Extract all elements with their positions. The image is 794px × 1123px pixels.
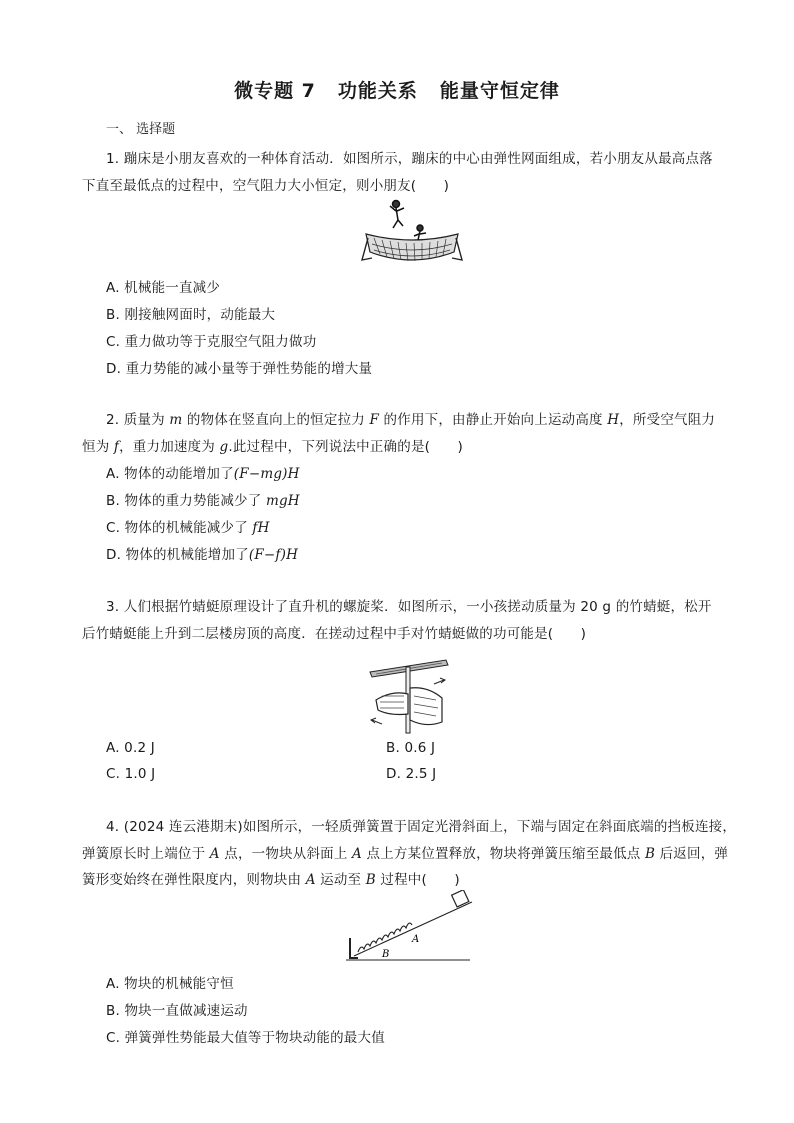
title-part-3: 能量守恒定律 [439, 80, 560, 102]
q3-stem-line-2: 后竹蜻蜓能上升到二层楼房顶的高度．在搓动过程中手对竹蜻蜓做的功可能是( ) [82, 626, 587, 642]
q4-stem-line-1: 4. (2024 连云港期末)如图所示，一轻质弹簧置于固定光滑斜面上，下端与固定在斜面底端的挡板连接， [106, 819, 737, 835]
incline-spring-figure [344, 890, 474, 966]
q3-option-d: D. 2.5 J [386, 766, 437, 782]
q2-stem-line-1: 2. 质量为 m 的物体在竖直向上的恒定拉力 F 的作用下，由静止开始向上运动高度 H，所受空气阻力 [106, 412, 716, 428]
section-heading: 一、 选择题 [106, 122, 176, 137]
q1-option-a: A. 机械能一直减少 [106, 280, 221, 296]
q4-option-a: A. 物块的机械能守恒 [106, 976, 234, 992]
q1-stem-line-2: 下直至最低点的过程中，空气阻力大小恒定，则小朋友( ) [82, 178, 450, 194]
bamboo-dragonfly-figure [362, 652, 456, 734]
q3-option-b: B. 0.6 J [386, 740, 436, 756]
q2-option-c: C. 物体的机械能减少了 fH [106, 520, 270, 536]
q1-option-c: C. 重力做功等于克服空气阻力做功 [106, 334, 317, 350]
q1-option-b: B. 刚接触网面时，动能最大 [106, 307, 276, 323]
title-part-1: 微专题 7 [234, 80, 316, 102]
trampoline-figure [360, 198, 464, 272]
q3-stem-line-1: 3. 人们根据竹蜻蜓原理设计了直升机的螺旋桨．如图所示，一小孩搓动质量为 20 g 的竹蜻蜓，松开 [106, 599, 712, 615]
q2-stem-line-2: 恒为 f，重力加速度为 g.此过程中，下列说法中正确的是( ) [82, 439, 463, 455]
q1-stem-line-1: 1. 蹦床是小朋友喜欢的一种体育活动．如图所示，蹦床的中心由弹性网面组成，若小朋友从最高点落 [106, 151, 713, 167]
q1-option-d: D. 重力势能的减小量等于弹性势能的增大量 [106, 361, 373, 377]
q4-stem-line-2: 弹簧原长时上端位于 A 点，一物块从斜面上 A 点上方某位置释放，物块将弹簧压缩至最低点 B 后返回，弹 [82, 846, 729, 862]
q2-option-b: B. 物体的重力势能减少了 mgH [106, 493, 300, 509]
q3-option-c: C. 1.0 J [106, 766, 156, 782]
fig-label-b: B [382, 949, 390, 960]
q4-option-b: B. 物块一直做减速运动 [106, 1003, 248, 1019]
title-part-2: 功能关系 [337, 80, 418, 102]
page-title [0, 76, 794, 103]
q3-option-a: A. 0.2 J [106, 740, 155, 756]
fig-label-a: A [412, 934, 420, 945]
q4-option-c: C. 弹簧弹性势能最大值等于物块动能的最大值 [106, 1030, 385, 1046]
q4-stem-line-3: 簧形变始终在弹性限度内，则物块由 A 运动至 B 过程中( ) [82, 872, 460, 888]
q2-option-d: D. 物体的机械能增加了(F−f)H [106, 547, 299, 563]
q2-option-a: A. 物体的动能增加了(F−mg)H [106, 466, 300, 482]
